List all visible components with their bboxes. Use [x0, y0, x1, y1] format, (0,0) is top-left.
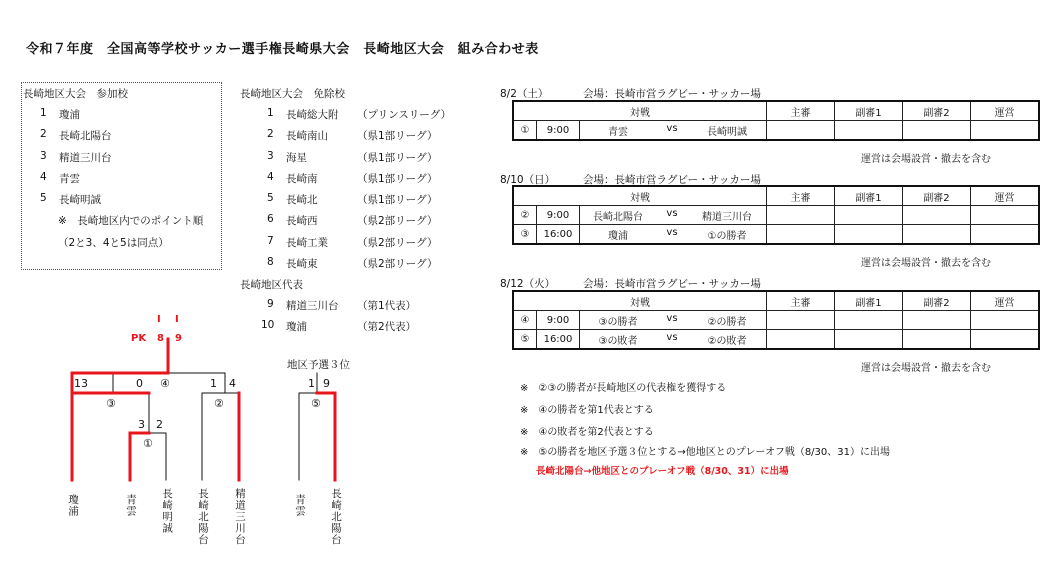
col-match: 対戦	[513, 291, 767, 311]
semi-score: 3	[138, 418, 145, 431]
participants-heading: 長崎地区大会 参加校	[23, 88, 128, 100]
bracket-black-lines	[113, 373, 335, 480]
exempt-name: 海星	[286, 152, 307, 164]
col-chief-referee: 主審	[767, 291, 835, 311]
exempt-league: （県2部リーグ）	[357, 215, 438, 227]
col-match: 対戦	[513, 101, 767, 121]
exempt-no: 4	[267, 171, 274, 183]
exempt-league: （プリンスリーグ）	[357, 109, 452, 121]
exempt-league: （県2部リーグ）	[357, 237, 438, 249]
match-number: ⑤	[513, 330, 537, 350]
col-chief-referee: 主審	[767, 186, 835, 206]
exempt-league: （県1部リーグ）	[357, 152, 438, 164]
third-place-label: 地区予選３位	[287, 359, 350, 371]
rep-rank: （第1代表）	[357, 300, 417, 312]
exempt-no: 8	[267, 256, 274, 268]
col-assistant-1: 副審1	[835, 101, 903, 121]
participant-no: 5	[40, 192, 47, 204]
team-a: 瓊浦	[608, 230, 628, 242]
bracket-team: 青雲	[125, 494, 137, 517]
participant-name: 長崎北陽台	[59, 130, 112, 142]
rep-no: 9	[267, 298, 274, 310]
playoff-note: 長崎北陽台→他地区とのプレーオフ戦（8/30、31）に出場	[536, 466, 789, 477]
exempt-league: （県2部リーグ）	[357, 258, 438, 270]
rule-note: ※ ④の敗者を第2代表とする	[520, 427, 654, 438]
participants-note: ※ 長崎地区内でのポイント順	[58, 215, 204, 227]
team-a: 青雲	[608, 126, 628, 138]
final-score: 1	[210, 377, 217, 390]
exempt-no: 7	[267, 235, 274, 247]
col-operations: 運営	[971, 186, 1040, 206]
exempt-no: 2	[267, 128, 274, 140]
pk-score: 8	[157, 333, 164, 344]
exempt-league: （県1部リーグ）	[357, 194, 438, 206]
page-title: 令和７年度 全国高等学校サッカー選手権長崎県大会 長崎地区大会 組み合わせ表	[26, 42, 539, 57]
exempt-name: 長崎南山	[286, 130, 328, 142]
tick-mark: I	[175, 314, 179, 325]
match-number: ②	[513, 206, 537, 225]
bracket-team: 長崎北陽台	[330, 488, 342, 546]
bracket-team: 青雲	[294, 494, 306, 517]
vs-label: vs	[666, 207, 678, 219]
exempt-league: （県1部リーグ）	[357, 130, 438, 142]
match-circle: ②	[214, 397, 224, 410]
col-operations: 運営	[971, 291, 1040, 311]
vs-label: vs	[666, 226, 678, 238]
team-b: ①の勝者	[707, 230, 747, 242]
participant-name: 青雲	[59, 173, 80, 185]
final-score: 13	[74, 377, 88, 390]
match-time: 16:00	[537, 225, 580, 245]
vs-label: vs	[666, 312, 678, 324]
col-assistant-1: 副審1	[835, 186, 903, 206]
match-time: 9:00	[537, 311, 580, 330]
schedule-note: 運営は会場設営・撤去を含む	[861, 154, 991, 165]
exempt-no: 1	[267, 107, 274, 119]
match-number: ①	[513, 121, 537, 141]
match-time: 9:00	[537, 206, 580, 225]
participant-no: 2	[40, 128, 47, 140]
team-a: ③の敗者	[598, 335, 638, 347]
schedule-venue: 会場：長崎市営ラグビー・サッカー場	[583, 278, 761, 290]
participant-no: 4	[40, 171, 47, 183]
pk-score: 9	[175, 333, 182, 344]
schedule-note: 運営は会場設営・撤去を含む	[861, 258, 991, 269]
schedule-date: 8/2（土）	[500, 88, 549, 100]
pk-label: PK	[131, 333, 147, 344]
match-number: ④	[513, 311, 537, 330]
match-time: 16:00	[537, 330, 580, 350]
participants-note: （2と3、4と5は同点）	[58, 237, 169, 249]
team-b: 精道三川台	[701, 211, 752, 223]
match-number: ③	[513, 225, 537, 245]
exempt-league: （県1部リーグ）	[357, 173, 438, 185]
participant-name: 長崎明誠	[59, 194, 101, 206]
col-assistant-2: 副審2	[903, 101, 971, 121]
tick-mark: I	[157, 314, 161, 325]
team-b: ②の勝者	[707, 316, 747, 328]
rep-no: 10	[261, 319, 275, 331]
exempt-name: 長崎総大附	[286, 109, 339, 121]
schedule-date: 8/12（火）	[500, 278, 556, 290]
vs-label: vs	[666, 331, 678, 343]
rep-rank: （第2代表）	[357, 321, 417, 333]
participant-no: 3	[40, 150, 47, 162]
vs-label: vs	[666, 122, 678, 134]
participant-name: 瓊浦	[59, 109, 80, 121]
exempt-name: 長崎南	[286, 173, 318, 185]
third-score: 1	[308, 377, 315, 390]
rep-name: 精道三川台	[286, 300, 339, 312]
exempt-no: 5	[267, 192, 274, 204]
col-assistant-2: 副審2	[903, 291, 971, 311]
rep-name: 瓊浦	[286, 321, 307, 333]
representatives-heading: 長崎地区代表	[240, 279, 303, 291]
schedule-date: 8/10（日）	[500, 174, 556, 186]
col-match: 対戦	[513, 186, 767, 206]
rule-note: ※ ⑤の勝者を地区予選３位とする→他地区とのプレーオフ戦（8/30、31）に出場	[520, 447, 891, 458]
exempt-name: 長崎東	[286, 258, 318, 270]
semi-score: 2	[156, 418, 163, 431]
match-circle: ③	[106, 397, 116, 410]
match-circle: ①	[143, 437, 153, 450]
team-a: ③の勝者	[598, 316, 638, 328]
col-operations: 運営	[971, 101, 1040, 121]
col-chief-referee: 主審	[767, 101, 835, 121]
schedule-venue: 会場：長崎市営ラグビー・サッカー場	[583, 174, 761, 186]
bracket-team: 長崎明誠	[161, 488, 173, 534]
participant-name: 精道三川台	[59, 152, 112, 164]
rule-note: ※ ②③の勝者が長崎地区の代表権を獲得する	[520, 383, 727, 394]
match-circle: ④	[160, 377, 170, 390]
final-score: 4	[229, 377, 236, 390]
exempt-no: 6	[267, 213, 274, 225]
schedule-note: 運営は会場設営・撤去を含む	[861, 363, 991, 374]
col-assistant-2: 副審2	[903, 186, 971, 206]
match-time: 9:00	[537, 121, 580, 141]
third-score: 9	[323, 377, 330, 390]
exempt-no: 3	[267, 150, 274, 162]
bracket-team: 精道三川台	[234, 488, 246, 546]
exempt-name: 長崎西	[286, 215, 318, 227]
team-a: 長崎北陽台	[593, 211, 643, 223]
final-score: 0	[136, 377, 143, 390]
rule-note: ※ ④の勝者を第1代表とする	[520, 405, 654, 416]
bracket-team: 長崎北陽台	[197, 488, 209, 546]
schedule-venue: 会場：長崎市営ラグビー・サッカー場	[583, 88, 761, 100]
exempt-name: 長崎北	[286, 194, 318, 206]
team-b: ②の敗者	[707, 335, 747, 347]
col-assistant-1: 副審1	[835, 291, 903, 311]
team-b: 長崎明誠	[706, 126, 747, 138]
exempt-heading: 長崎地区大会 免除校	[240, 88, 345, 100]
match-circle: ⑤	[311, 397, 321, 410]
bracket-team: 瓊浦	[67, 494, 79, 517]
exempt-name: 長崎工業	[286, 237, 328, 249]
participant-no: 1	[40, 107, 47, 119]
